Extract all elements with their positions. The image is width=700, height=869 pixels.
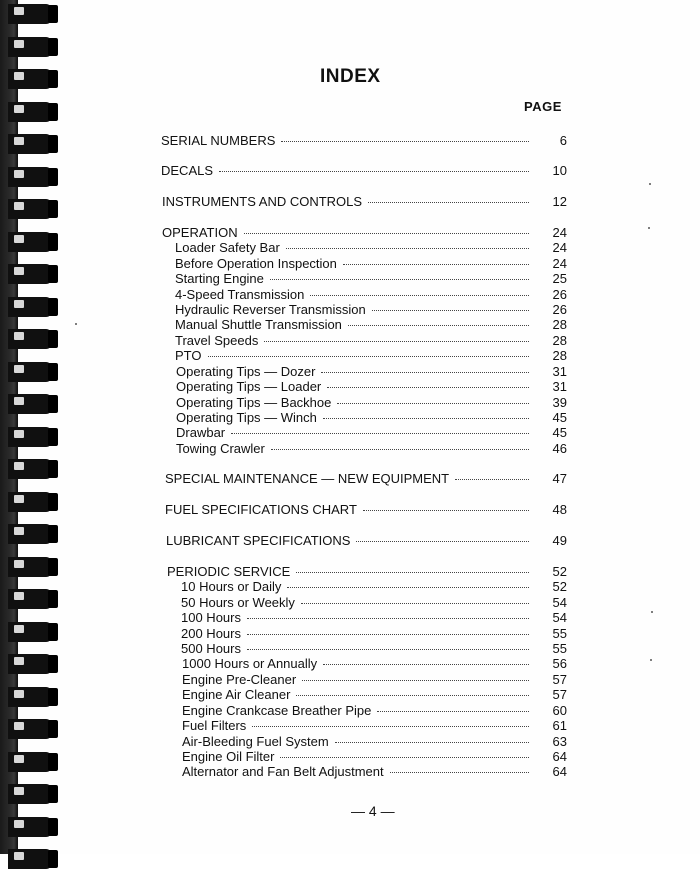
entry-page: 64 (552, 764, 567, 779)
entry-label: 1000 Hours or Annually (182, 656, 318, 671)
entry-page: 55 (552, 626, 567, 641)
entry-label: 4-Speed Transmission (175, 287, 305, 302)
index-entry (161, 163, 567, 179)
dot-leader (368, 202, 529, 203)
entry-label: Operating Tips — Dozer (176, 364, 316, 379)
binding-ring (8, 69, 64, 89)
entry-label: 100 Hours (181, 610, 241, 625)
entry-page: 28 (552, 317, 567, 332)
dot-leader (377, 711, 529, 712)
print-speck (651, 611, 653, 613)
index-entry (176, 441, 567, 457)
entry-label: Loader Safety Bar (175, 240, 280, 255)
index-entry (176, 364, 567, 380)
binding-ring (8, 394, 64, 414)
page-title: INDEX (320, 66, 381, 87)
entry-label: SERIAL NUMBERS (161, 133, 276, 148)
binding-ring (8, 752, 64, 772)
index-entry (175, 256, 567, 272)
dot-leader (296, 572, 529, 573)
binding-ring (8, 167, 64, 187)
dot-leader (247, 634, 529, 635)
entry-label: DECALS (161, 163, 214, 178)
index-entry (162, 225, 567, 241)
dot-leader (296, 695, 529, 696)
entry-label: Engine Air Cleaner (182, 687, 291, 702)
index-entry (175, 287, 567, 303)
binding-ring (8, 557, 64, 577)
binding-ring (8, 654, 64, 674)
index-entry (182, 734, 567, 750)
entry-page: 49 (552, 533, 567, 548)
entry-label: Starting Engine (175, 271, 264, 286)
entry-label: INSTRUMENTS AND CONTROLS (162, 194, 363, 209)
entry-page: 24 (552, 225, 567, 240)
index-entry (175, 240, 567, 256)
dot-leader (363, 510, 529, 511)
entry-label: Operating Tips — Winch (176, 410, 317, 425)
index-entry (181, 610, 567, 626)
dot-leader (356, 541, 529, 542)
entry-label: Before Operation Inspection (175, 256, 337, 271)
entry-page: 26 (552, 287, 567, 302)
entry-label: 10 Hours or Daily (181, 579, 282, 594)
entry-page: 26 (552, 302, 567, 317)
dot-leader (301, 603, 529, 604)
entry-label: PTO (175, 348, 202, 363)
index-entry (181, 641, 567, 657)
entry-label: Hydraulic Reverser Transmission (175, 302, 366, 317)
binding-ring (8, 329, 64, 349)
index-entry (162, 194, 567, 210)
binding-ring (8, 459, 64, 479)
dot-leader (247, 649, 529, 650)
page-number: — 4 — (351, 803, 395, 819)
entry-page: 28 (552, 333, 567, 348)
index-entry (181, 595, 567, 611)
entry-page: 28 (552, 348, 567, 363)
dot-leader (323, 418, 529, 419)
entry-page: 60 (552, 703, 567, 718)
entry-page: 25 (552, 271, 567, 286)
entry-label: Fuel Filters (182, 718, 247, 733)
dot-leader (270, 279, 529, 280)
entry-label: Engine Pre-Cleaner (182, 672, 297, 687)
binding-ring (8, 817, 64, 837)
print-speck (649, 183, 651, 185)
print-speck (648, 227, 650, 229)
entry-label: Towing Crawler (176, 441, 265, 456)
entry-page: 57 (552, 672, 567, 687)
entry-page: 61 (552, 718, 567, 733)
entry-label: Operating Tips — Backhoe (176, 395, 332, 410)
entry-page: 52 (552, 564, 567, 579)
entry-label: Alternator and Fan Belt Adjustment (182, 764, 384, 779)
dot-leader (302, 680, 529, 681)
dot-leader (455, 479, 529, 480)
entry-page: 46 (552, 441, 567, 456)
entry-label: 50 Hours or Weekly (181, 595, 295, 610)
binding-ring (8, 362, 64, 382)
dot-leader (281, 141, 529, 142)
dot-leader (208, 356, 530, 357)
spiral-binding (0, 0, 72, 854)
page-column-header: PAGE (524, 99, 562, 114)
dot-leader (343, 264, 529, 265)
index-entry (167, 564, 567, 580)
binding-ring (8, 687, 64, 707)
entry-page: 57 (552, 687, 567, 702)
dot-leader (231, 433, 529, 434)
entry-page: 6 (559, 133, 567, 148)
index-entry (175, 333, 567, 349)
entry-label: Operating Tips — Loader (176, 379, 322, 394)
index-entry (176, 410, 567, 426)
binding-ring (8, 102, 64, 122)
index-entry (182, 703, 567, 719)
entry-label: Travel Speeds (175, 333, 259, 348)
binding-ring (8, 784, 64, 804)
entry-label: LUBRICANT SPECIFICATIONS (166, 533, 351, 548)
entry-label: OPERATION (162, 225, 238, 240)
index-entry (175, 302, 567, 318)
entry-label: PERIODIC SERVICE (167, 564, 291, 579)
entry-page: 48 (552, 502, 567, 517)
binding-ring (8, 589, 64, 609)
index-entry (166, 533, 567, 549)
binding-ring (8, 492, 64, 512)
entry-page: 31 (552, 379, 567, 394)
index-entry (175, 271, 567, 287)
index-entry (161, 133, 567, 149)
dot-leader (280, 757, 529, 758)
dot-leader (310, 295, 529, 296)
index-entry (182, 656, 567, 672)
dot-leader (321, 372, 529, 373)
entry-label: Engine Crankcase Breather Pipe (182, 703, 372, 718)
entry-label: Drawbar (176, 425, 226, 440)
index-entry (182, 672, 567, 688)
binding-ring (8, 199, 64, 219)
binding-ring (8, 427, 64, 447)
binding-ring (8, 134, 64, 154)
binding-ring (8, 622, 64, 642)
entry-page: 39 (552, 395, 567, 410)
binding-ring (8, 37, 64, 57)
index-entry (175, 317, 567, 333)
index-entry (182, 718, 567, 734)
index-entry (176, 425, 567, 441)
entry-page: 52 (552, 579, 567, 594)
entry-label: 200 Hours (181, 626, 241, 641)
entry-page: 55 (552, 641, 567, 656)
dot-leader (264, 341, 529, 342)
entry-page: 31 (552, 364, 567, 379)
index-entry (182, 749, 567, 765)
index-entry (181, 626, 567, 642)
dot-leader (287, 587, 529, 588)
entry-page: 64 (552, 749, 567, 764)
print-speck (75, 323, 77, 325)
binding-ring (8, 524, 64, 544)
dot-leader (335, 742, 529, 743)
dot-leader (247, 618, 529, 619)
binding-ring (8, 4, 64, 24)
dot-leader (348, 325, 529, 326)
entry-page: 12 (552, 194, 567, 209)
dot-leader (372, 310, 529, 311)
binding-ring (8, 297, 64, 317)
entry-page: 54 (552, 610, 567, 625)
print-speck (650, 659, 652, 661)
entry-label: Manual Shuttle Transmission (175, 317, 342, 332)
dot-leader (327, 387, 529, 388)
entry-page: 63 (552, 734, 567, 749)
entry-label: FUEL SPECIFICATIONS CHART (165, 502, 357, 517)
index-entry (176, 379, 567, 395)
entry-page: 56 (552, 656, 567, 671)
dot-leader (286, 248, 529, 249)
entry-page: 45 (552, 410, 567, 425)
entry-label: 500 Hours (181, 641, 241, 656)
entry-page: 10 (552, 163, 567, 178)
dot-leader (390, 772, 529, 773)
index-entry (182, 687, 567, 703)
dot-leader (323, 664, 529, 665)
binding-ring (8, 264, 64, 284)
index-entry (165, 502, 567, 518)
entry-page: 45 (552, 425, 567, 440)
dot-leader (337, 403, 529, 404)
entry-page: 54 (552, 595, 567, 610)
entry-label: Engine Oil Filter (182, 749, 275, 764)
dot-leader (244, 233, 529, 234)
index-entry (175, 348, 567, 364)
dot-leader (219, 171, 529, 172)
index-entry (176, 395, 567, 411)
binding-ring (8, 232, 64, 252)
entry-label: Air-Bleeding Fuel System (182, 734, 329, 749)
dot-leader (252, 726, 529, 727)
index-entry (165, 471, 567, 487)
entry-label: SPECIAL MAINTENANCE — NEW EQUIPMENT (165, 471, 450, 486)
binding-ring (8, 849, 64, 869)
entry-page: 24 (552, 240, 567, 255)
dot-leader (271, 449, 529, 450)
binding-ring (8, 719, 64, 739)
index-entry (182, 764, 567, 780)
entry-page: 47 (552, 471, 567, 486)
entry-page: 24 (552, 256, 567, 271)
index-entry (181, 579, 567, 595)
